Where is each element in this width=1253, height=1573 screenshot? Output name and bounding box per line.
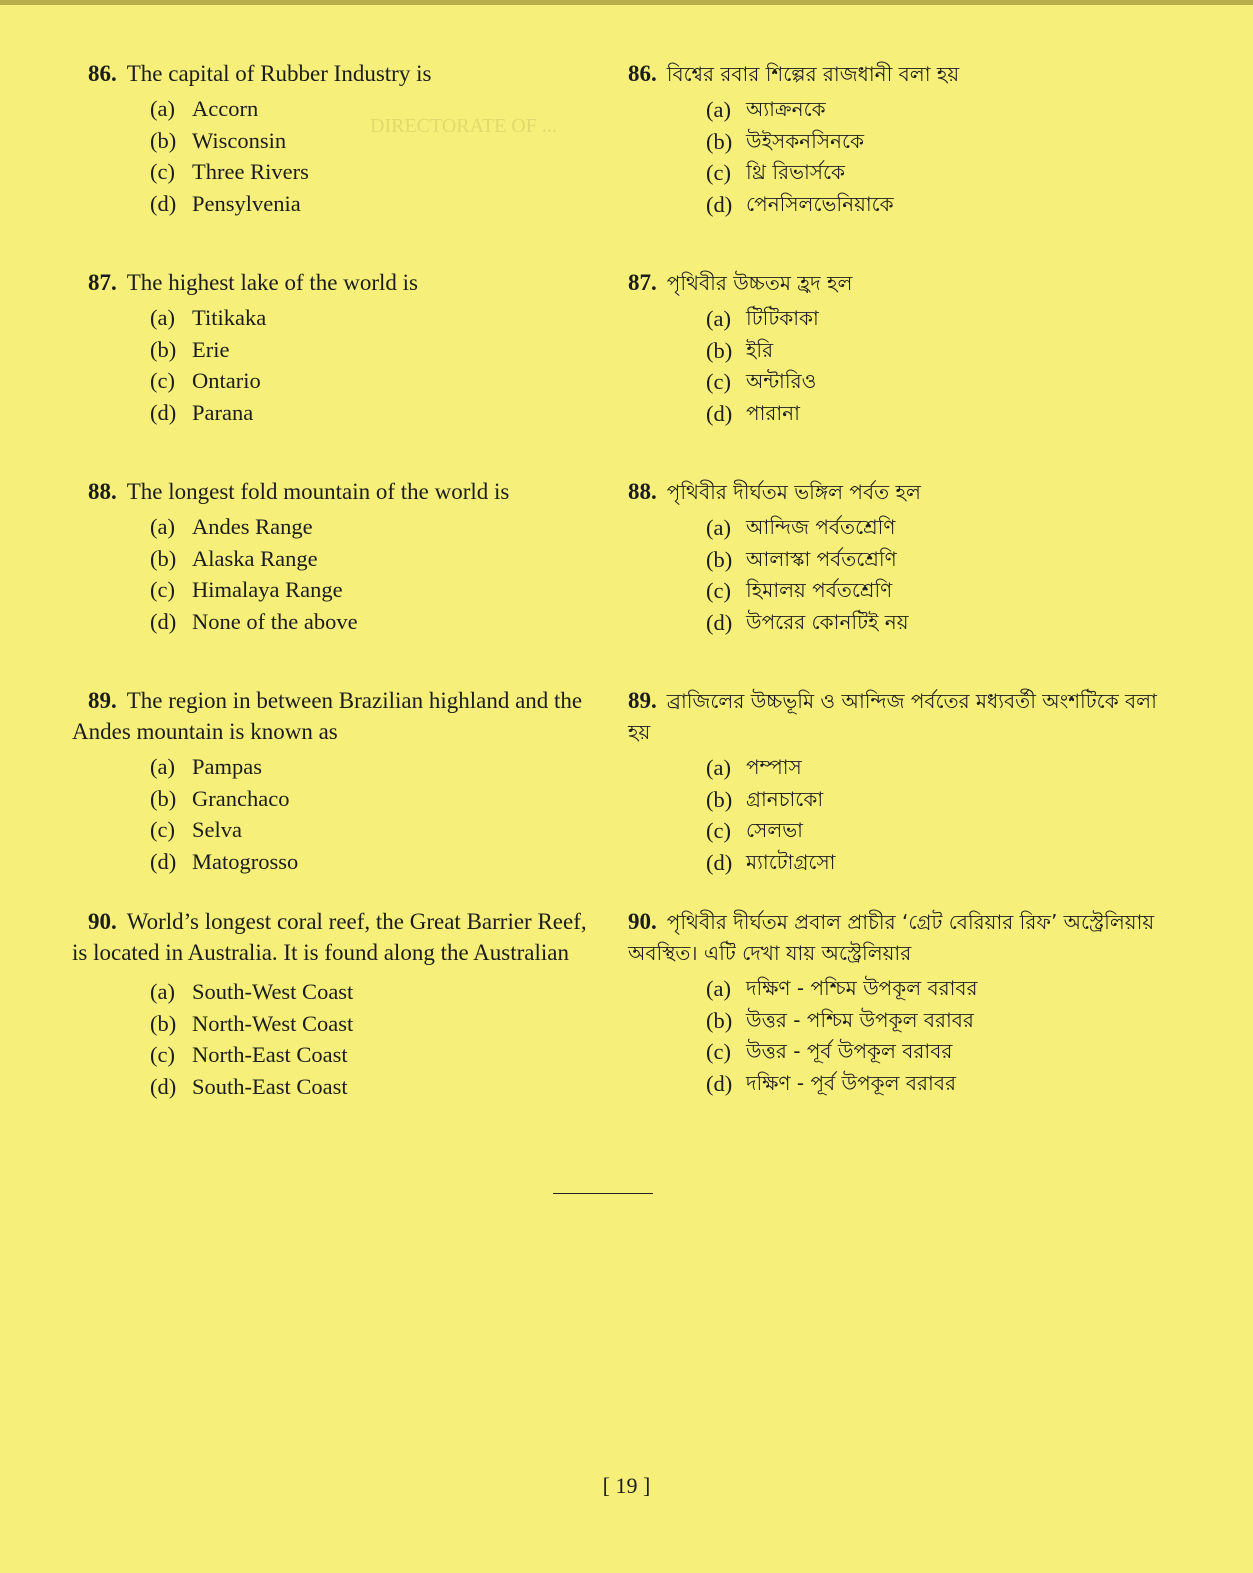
question-number: 88. [88, 479, 117, 504]
option-d [628, 847, 1158, 879]
option-b [628, 544, 1158, 576]
question-text: ব্রাজিলের উচ্চভূমি ও আন্দিজ পর্বতের মধ্যবর্তী অংশটিকে বলা হয় [628, 689, 1157, 744]
option-text: হিমালয় পর্বতশ্রেণি [746, 578, 893, 603]
question-stem [72, 906, 587, 968]
question-88-bn [628, 476, 1158, 638]
option-letter: (b) [706, 1007, 733, 1033]
question-86-en [72, 58, 587, 219]
option-d [628, 607, 1158, 639]
page-number: [ 19 ] [602, 1473, 651, 1498]
option-letter: (a) [706, 755, 731, 780]
options-list [72, 751, 587, 877]
options-list [72, 93, 587, 219]
option-letter: (d) [706, 1070, 733, 1096]
option-text: আলাস্কা পর্বতশ্রেণি [746, 546, 897, 571]
option-a [72, 511, 587, 543]
option-letter: (b) [706, 337, 733, 363]
question-text: বিশ্বের রবার শিল্পের রাজধানী বলা হয় [666, 62, 960, 86]
option-letter: (b) [150, 785, 177, 811]
option-text: উত্তর - পূর্ব উপকূল বরাবর [746, 1039, 953, 1064]
question-stem [72, 267, 587, 298]
options-list [628, 303, 1158, 429]
option-b [72, 783, 587, 815]
option-letter: (c) [150, 817, 175, 843]
option-letter: (c) [150, 368, 175, 394]
option-text: Granchaco [192, 785, 290, 811]
question-88-en [72, 476, 587, 637]
option-letter: (d) [706, 609, 733, 635]
question-stem [72, 476, 587, 507]
option-letter: (b) [706, 546, 733, 572]
option-d [72, 1071, 587, 1103]
option-c [72, 365, 587, 397]
option-a [628, 752, 1158, 784]
option-letter: (a) [706, 515, 731, 540]
option-text: দক্ষিণ - পশ্চিম উপকূল বরাবর [746, 976, 978, 1000]
option-text: Himalaya Range [192, 577, 343, 603]
question-stem [628, 58, 1158, 90]
question-text: The capital of Rubber Industry is [126, 61, 432, 86]
option-text: Selva [192, 817, 242, 843]
option-letter: (c) [706, 578, 731, 604]
question-number: 88. [628, 479, 657, 504]
question-87-en [72, 267, 587, 428]
option-c [72, 1039, 587, 1071]
option-a [72, 976, 587, 1008]
option-letter: (b) [706, 786, 733, 812]
question-89-en [72, 685, 587, 877]
option-letter: (d) [706, 849, 733, 875]
question-text: The highest lake of the world is [126, 270, 419, 295]
option-a [72, 751, 587, 783]
question-text: World’s longest coral reef, the Great Barrier Reef, is located in Australia. It is found along the Australian [72, 909, 587, 965]
option-b [72, 543, 587, 575]
option-letter: (b) [150, 336, 177, 362]
option-b [628, 335, 1158, 367]
question-stem [628, 476, 1158, 508]
option-a [72, 302, 587, 334]
end-divider [553, 1193, 653, 1194]
option-text: আন্দিজ পর্বতশ্রেণি [746, 515, 896, 539]
option-letter: (d) [150, 399, 177, 425]
bleed-through-text: DIRECTORATE OF ... [370, 115, 557, 137]
option-letter: (b) [150, 545, 177, 571]
option-letter: (a) [150, 514, 175, 539]
option-letter: (b) [150, 1010, 177, 1036]
option-letter: (c) [706, 1039, 731, 1065]
option-letter: (a) [706, 97, 731, 122]
option-text: অ্যাক্রনকে [746, 97, 826, 121]
options-list [72, 511, 587, 637]
option-text: South-East Coast [192, 1073, 348, 1099]
option-letter: (a) [150, 96, 175, 121]
option-letter: (c) [150, 159, 175, 185]
option-text: North-East Coast [192, 1042, 348, 1068]
question-stem [628, 685, 1158, 748]
question-number: 87. [628, 270, 657, 295]
option-text: উপরের কোনটিই নয় [746, 609, 909, 634]
option-a [628, 973, 1158, 1005]
option-c [72, 156, 587, 188]
option-text: পম্পাস [746, 755, 802, 779]
option-letter: (d) [150, 190, 177, 216]
option-text: পেনসিলভেনিয়াকে [746, 191, 894, 216]
option-b [72, 1008, 587, 1040]
option-text: দক্ষিণ - পূর্ব উপকূল বরাবর [746, 1070, 956, 1095]
option-text: North-West Coast [192, 1010, 354, 1036]
option-b [72, 125, 587, 157]
question-number: 89. [628, 688, 657, 713]
question-90-en [72, 906, 587, 1102]
option-b [628, 784, 1158, 816]
option-d [72, 397, 587, 429]
question-number: 86. [88, 61, 117, 86]
question-text: The region in between Brazilian highland and the Andes mountain is known as [72, 688, 583, 744]
option-text: Alaska Range [192, 545, 318, 571]
option-letter: (c) [150, 1042, 175, 1068]
option-text: অন্টারিও [746, 369, 817, 394]
option-c [628, 157, 1158, 189]
option-text: Pensylvenia [192, 190, 301, 216]
option-letter: (b) [706, 128, 733, 154]
option-c [628, 815, 1158, 847]
option-text: None of the above [192, 608, 358, 634]
option-text: সেলভা [746, 818, 803, 843]
option-letter: (a) [706, 976, 731, 1001]
option-letter: (d) [150, 608, 177, 634]
options-list [628, 512, 1158, 638]
option-text: পারানা [746, 400, 800, 425]
option-letter: (d) [150, 848, 177, 874]
option-text: Accorn [192, 96, 259, 121]
question-stem [628, 267, 1158, 299]
question-90-bn [628, 906, 1158, 1099]
option-letter: (c) [150, 577, 175, 603]
option-letter: (a) [150, 979, 175, 1004]
question-number: 87. [88, 270, 117, 295]
question-stem [72, 685, 587, 747]
options-list [628, 752, 1158, 878]
option-text: উত্তর - পশ্চিম উপকূল বরাবর [746, 1007, 974, 1032]
option-letter: (a) [706, 306, 731, 331]
question-text: পৃথিবীর দীর্ঘতম প্রবাল প্রাচীর ‘গ্রেট বেরিয়ার রিফ’ অস্ট্রেলিয়ায় অবস্থিত। এটি দেখা যায় অস্ট্রেলিয়ার [628, 910, 1155, 965]
option-d [72, 188, 587, 220]
option-text: ইরি [746, 337, 774, 362]
question-number: 89. [88, 688, 117, 713]
option-text: Matogrosso [192, 848, 299, 874]
option-b [72, 334, 587, 366]
option-c [628, 366, 1158, 398]
option-letter: (d) [706, 191, 733, 217]
options-list [628, 973, 1158, 1099]
question-87-bn [628, 267, 1158, 429]
option-d [628, 1068, 1158, 1100]
option-text: Pampas [192, 754, 262, 779]
question-text: পৃথিবীর দীর্ঘতম ভঙ্গিল পর্বত হল [666, 480, 921, 504]
option-d [628, 189, 1158, 221]
option-b [628, 126, 1158, 158]
option-text: Andes Range [192, 514, 313, 539]
option-a [72, 93, 587, 125]
option-c [628, 575, 1158, 607]
option-letter: (d) [706, 400, 733, 426]
question-text: পৃথিবীর উচ্চতম হ্রদ হল [666, 271, 853, 295]
option-text: Erie [192, 336, 230, 362]
page-top-edge [0, 0, 1253, 5]
option-letter: (c) [706, 818, 731, 844]
option-text: গ্রানচাকো [746, 786, 824, 811]
option-b [628, 1005, 1158, 1037]
option-letter: (c) [706, 160, 731, 186]
option-text: South-West Coast [192, 979, 354, 1004]
option-text: Wisconsin [192, 127, 287, 153]
option-d [628, 398, 1158, 430]
option-letter: (b) [150, 127, 177, 153]
question-number: 90. [88, 909, 117, 934]
option-text: ম্যাটোগ্রসো [746, 849, 836, 874]
question-stem [628, 906, 1158, 969]
option-text: Parana [192, 399, 254, 425]
option-text: Ontario [192, 368, 261, 394]
option-text: টিটিকাকা [746, 306, 819, 330]
option-a [628, 512, 1158, 544]
option-d [72, 606, 587, 638]
options-list [72, 976, 587, 1102]
option-letter: (c) [706, 369, 731, 395]
option-letter: (a) [150, 305, 175, 330]
option-a [628, 303, 1158, 335]
question-text: The longest fold mountain of the world is [126, 479, 510, 504]
option-a [628, 94, 1158, 126]
option-c [628, 1036, 1158, 1068]
option-text: Three Rivers [192, 159, 309, 185]
option-letter: (d) [150, 1073, 177, 1099]
options-list [628, 94, 1158, 220]
question-86-bn [628, 58, 1158, 220]
option-letter: (a) [150, 754, 175, 779]
option-c [72, 574, 587, 606]
options-list [72, 302, 587, 428]
question-number: 86. [628, 61, 657, 86]
option-text: Titikaka [192, 305, 267, 330]
option-text: উইসকনসিনকে [746, 128, 865, 153]
option-d [72, 846, 587, 878]
option-c [72, 814, 587, 846]
question-stem [72, 58, 587, 89]
question-number: 90. [628, 909, 657, 934]
question-89-bn [628, 685, 1158, 878]
option-text: থ্রি রিভার্সকে [746, 160, 846, 185]
